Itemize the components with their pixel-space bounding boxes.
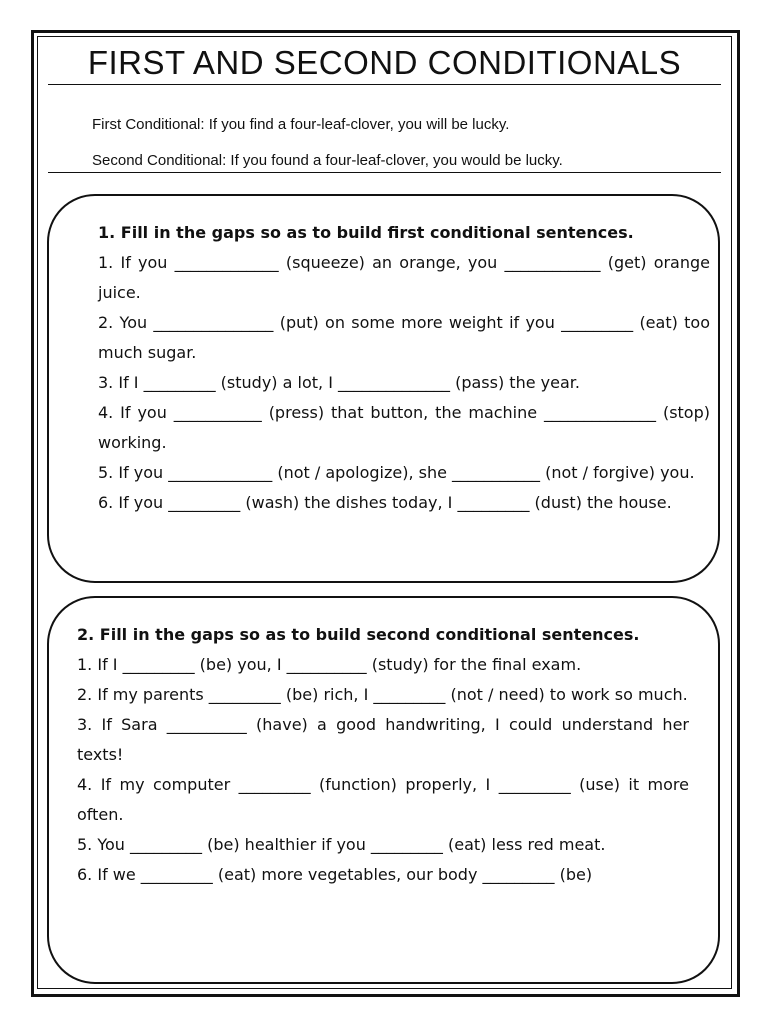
exercise-2-heading: 2. Fill in the gaps so as to build second conditional sentences. bbox=[77, 625, 640, 644]
exercise-1-content bbox=[98, 218, 710, 518]
exercise-1-box bbox=[47, 194, 720, 583]
exercise-1-item: 3. If I _________ (study) a lot, I ______________ (pass) the year. bbox=[98, 373, 580, 392]
exercise-2-item: 3. If Sara __________ (have) a good handwriting, I could understand her texts! bbox=[77, 715, 689, 764]
examples-divider bbox=[48, 172, 721, 173]
exercise-2-item: 4. If my computer _________ (function) properly, I _________ (use) it more often. bbox=[77, 775, 689, 824]
worksheet-title: FIRST AND SECOND CONDITIONALS bbox=[87, 44, 682, 81]
exercise-2-box bbox=[47, 596, 720, 984]
exercise-2-item: 6. If we _________ (eat) more vegetables, our body _________ (be) bbox=[77, 865, 593, 884]
second-conditional-example: Second Conditional: If you found a four-leaf-clover, you would be lucky. bbox=[92, 152, 563, 169]
exercise-1-heading: 1. Fill in the gaps so as to build first conditional sentences. bbox=[98, 223, 634, 242]
exercise-1-item: 6. If you _________ (wash) the dishes today, I _________ (dust) the house. bbox=[98, 493, 672, 512]
exercise-1-item: 2. You _______________ (put) on some more weight if you _________ (eat) too much sugar. bbox=[98, 313, 710, 362]
title-underline bbox=[48, 84, 721, 85]
exercise-2-item: 2. If my parents _________ (be) rich, I _________ (not / need) to work so much. bbox=[77, 685, 688, 704]
exercise-1-item: 5. If you _____________ (not / apologize), she ___________ (not / forgive) you. bbox=[98, 463, 695, 482]
first-conditional-example: First Conditional: If you find a four-leaf-clover, you will be lucky. bbox=[92, 116, 510, 133]
exercise-2-item: 1. If I _________ (be) you, I __________ (study) for the final exam. bbox=[77, 655, 582, 674]
exercise-2-content bbox=[77, 620, 689, 890]
exercise-2-item: 5. You _________ (be) healthier if you _________ (eat) less red meat. bbox=[77, 835, 606, 854]
exercise-1-item: 4. If you ___________ (press) that button, the machine ______________ (stop) working. bbox=[98, 403, 710, 452]
exercise-1-item: 1. If you _____________ (squeeze) an orange, you ____________ (get) orange juice. bbox=[98, 253, 710, 302]
